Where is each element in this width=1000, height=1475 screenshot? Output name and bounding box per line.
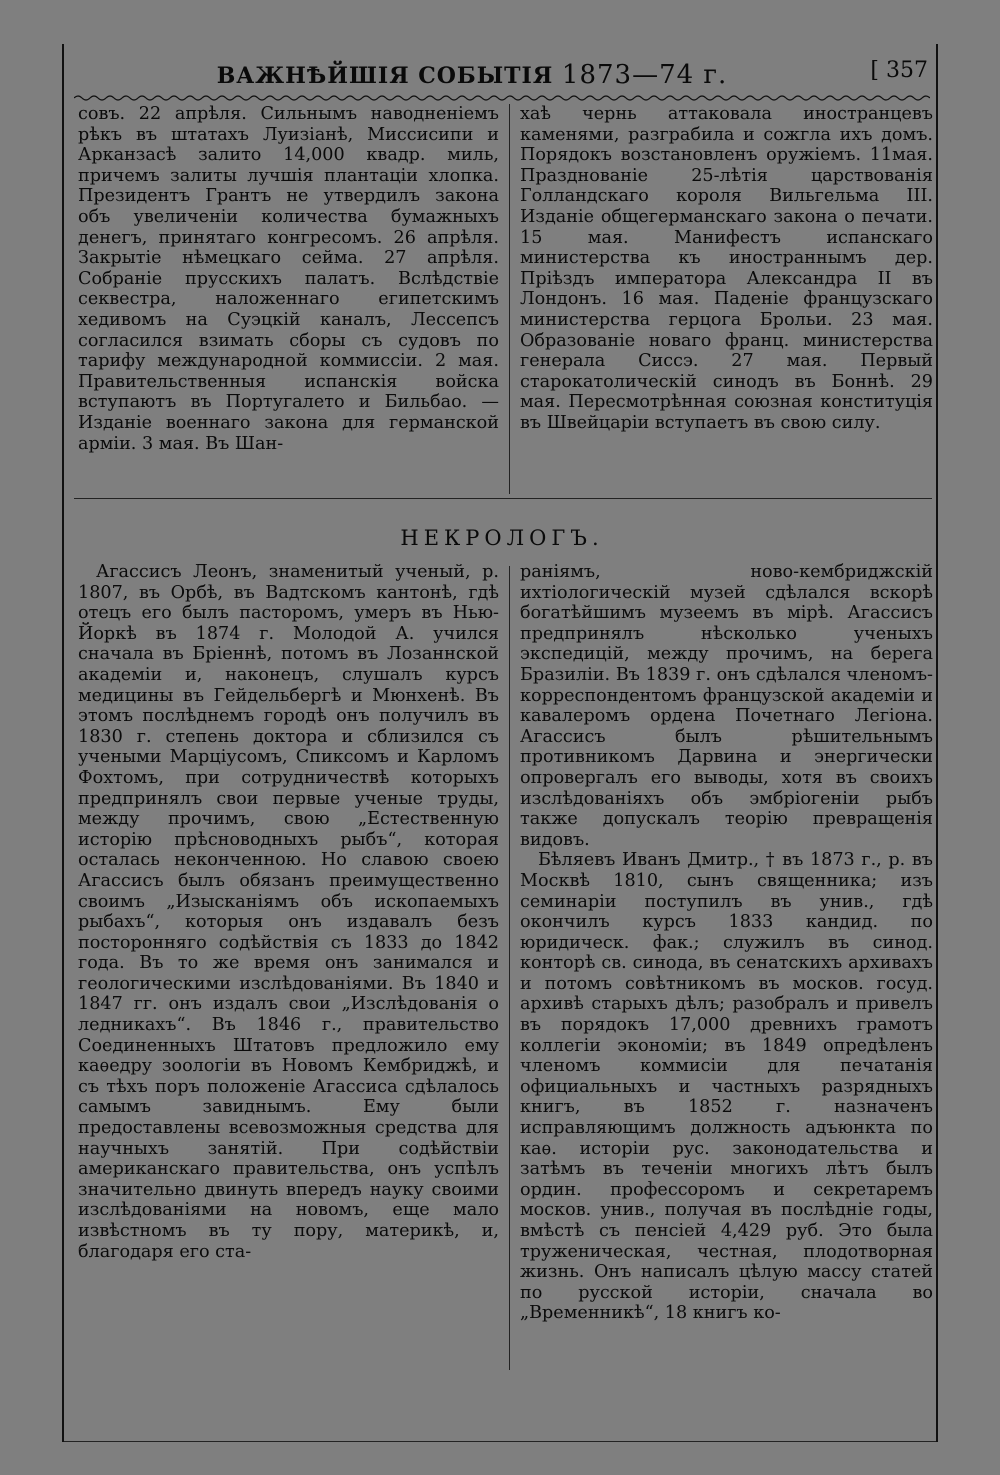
events-column-left — [78, 104, 499, 500]
obituary-agassiz: Агассисъ Леонъ, знаменитый ученый, р. 1807, въ Орбѣ, въ Вадтскомъ кантонѣ, гдѣ отецъ его былъ пасторомъ, умеръ въ Нью-Йоркѣ въ 1874 г. Молодой А. учился сначала въ Бріеннѣ, потомъ въ Лозаннской академіи и, наконецъ, слушалъ курсъ медицины въ Гейдельбергѣ и Мюнхенѣ. Въ этомъ послѣднемъ городѣ онъ получилъ въ 1830 г. степень доктора и сблизился съ учеными Марціусомъ, Спиксомъ и Карломъ Фохтомъ, при сотрудничествѣ которыхъ предпринялъ свои первые ученые труды, между прочимъ, свою „Естественную исторію прѣсноводныхъ рыбъ“, которая осталась неконченною. Но славою своею Агассисъ былъ обязанъ преимущественно своимъ „Изысканіямъ объ ископаемыхъ рыбахъ“, которыя онъ издавалъ безъ посторонняго содѣйствія съ 1833 до 1842 года. Въ то же время онъ занимался и геологическими изслѣдованіями. Въ 1840 и 1847 гг. онъ издалъ свои „Изслѣдованія о ледникахъ“. Въ 1846 г., правительство Соединенныхъ Штатовъ предложило ему каѳедру зоологіи въ Новомъ Кембриджѣ, и съ тѣхъ поръ положеніе Агассиса сдѣлалось самымъ завиднымъ. Ему были предоставлены всевозможныя средства для научныхъ занятій. При содѣйствіи американскаго правительства, онъ успѣлъ значительно двинуть впередъ науку своими изслѣдованіями на новомъ, еще мало извѣстномъ въ ту пору, материкѣ, и, благодаря его ста- — [78, 562, 499, 1262]
obituary-column-right — [520, 562, 933, 1372]
column-divider — [509, 566, 510, 1370]
page-number: [ 357 — [870, 58, 928, 83]
wavy-rule — [74, 92, 930, 104]
events-column-right — [520, 104, 933, 500]
section-title: НЕКРОЛОГЪ. — [400, 526, 604, 550]
header-years: 1873—74 г. — [561, 60, 728, 90]
section-divider — [74, 498, 932, 499]
events-text-right: хаѣ чернь аттаковала иностранцевъ каменями, разграбила и сожгла ихъ домъ. Порядокъ возстановленъ оружіемъ. 11мая. Празднованіе 25-лѣтія царствованія Голландскаго короля Вильгельма III. Изданіе общегерманскаго закона о печати. 15 мая. Манифестъ испанскаго министерства къ иностраннымъ дер. Пріѣздъ императора Александра II въ Лондонъ. 16 мая. Паденіе французскаго министерства герцога Брольи. 23 мая. Образованіе новаго франц. министерства генерала Сиссэ. 27 мая. Первый старокатолическій синодъ въ Боннѣ. 29 мая. Пересмотрѣнная союзная конституція въ Швейцаріи вступаетъ въ свою силу. — [520, 104, 933, 433]
header-title: ВАЖНѢЙШІЯ СОБЫТІЯ 1873—74 г. — [216, 60, 728, 90]
obituary-column-left — [78, 562, 499, 1372]
column-divider — [509, 104, 510, 494]
obituary-agassiz-cont: раніямъ, ново-кембриджскій ихтіологическій музей сдѣлался вскорѣ богатѣйшимъ музеемъ въ мірѣ. Агассисъ предпринялъ нѣсколько ученыхъ экспедицій, между прочимъ, на берега Бразиліи. Въ 1839 г. онъ сдѣлался членомъ-корреспондентомъ французской академіи и кавалеромъ ордена Почетнаго Легіона. Агассисъ былъ рѣшительнымъ противникомъ Дарвина и энергически опровергалъ его выводы, хотя въ своихъ изслѣдованіяхъ объ эмбріогеніи рыбъ также допускалъ теорію превращенія видовъ. — [520, 562, 933, 850]
events-text-left: совъ. 22 апрѣля. Сильнымъ наводненіемъ рѣкъ въ штатахъ Луизіанѣ, Миссисипи и Арканзасѣ залито 14,000 квадр. миль, причемъ залиты лучшія плантаціи хлопка. Президентъ Грантъ не утвердилъ закона объ увеличеніи количества бумажныхъ денегъ, принятаго конгресомъ. 26 апрѣля. Закрытіе нѣмецкаго сейма. 27 апрѣля. Собраніе прусскихъ палатъ. Вслѣдствіе секвестра, наложеннаго египетскимъ хедивомъ на Суэцкій каналъ, Лессепсъ согласился взимать сборы съ судовъ по тарифу международной коммиссіи. 2 мая. Правительственныя испанскія войска вступаютъ въ Португалето и Бильбао. — Изданіе военнаго закона для германской арміи. 3 мая. Въ Шан- — [78, 104, 499, 454]
obituary-belyaev: Бѣляевъ Иванъ Дмитр., † въ 1873 г., р. въ Москвѣ 1810, сынъ священника; изъ семинаріи поступилъ въ унив., гдѣ окончилъ курсъ 1833 кандид. по юридическ. фак.; служилъ въ синод. конторѣ св. синода, въ сенатскихъ архивахъ и потомъ совѣтникомъ въ москов. госуд. архивѣ старыхъ дѣлъ; разобралъ и привелъ въ порядокъ 17,000 древнихъ грамотъ коллегіи экономіи; въ 1849 опредѣленъ членомъ коммисіи для печатанія официальныхъ и частныхъ разрядныхъ книгъ, въ 1852 г. назначенъ исправляющимъ должность адъюнкта по каѳ. исторіи рус. законодательства и затѣмъ въ теченіи многихъ лѣтъ былъ ордин. профессоромъ и секретаремъ москов. унив., получая въ послѣдніе годы, вмѣстѣ съ пенсіей 4,429 руб. Это была труженическая, честная, плодотворная жизнь. Онъ написалъ цѣлую массу статей по русской исторіи, сначала во „Временникѣ“, 18 книгъ ко- — [520, 850, 933, 1324]
running-header — [72, 56, 932, 92]
